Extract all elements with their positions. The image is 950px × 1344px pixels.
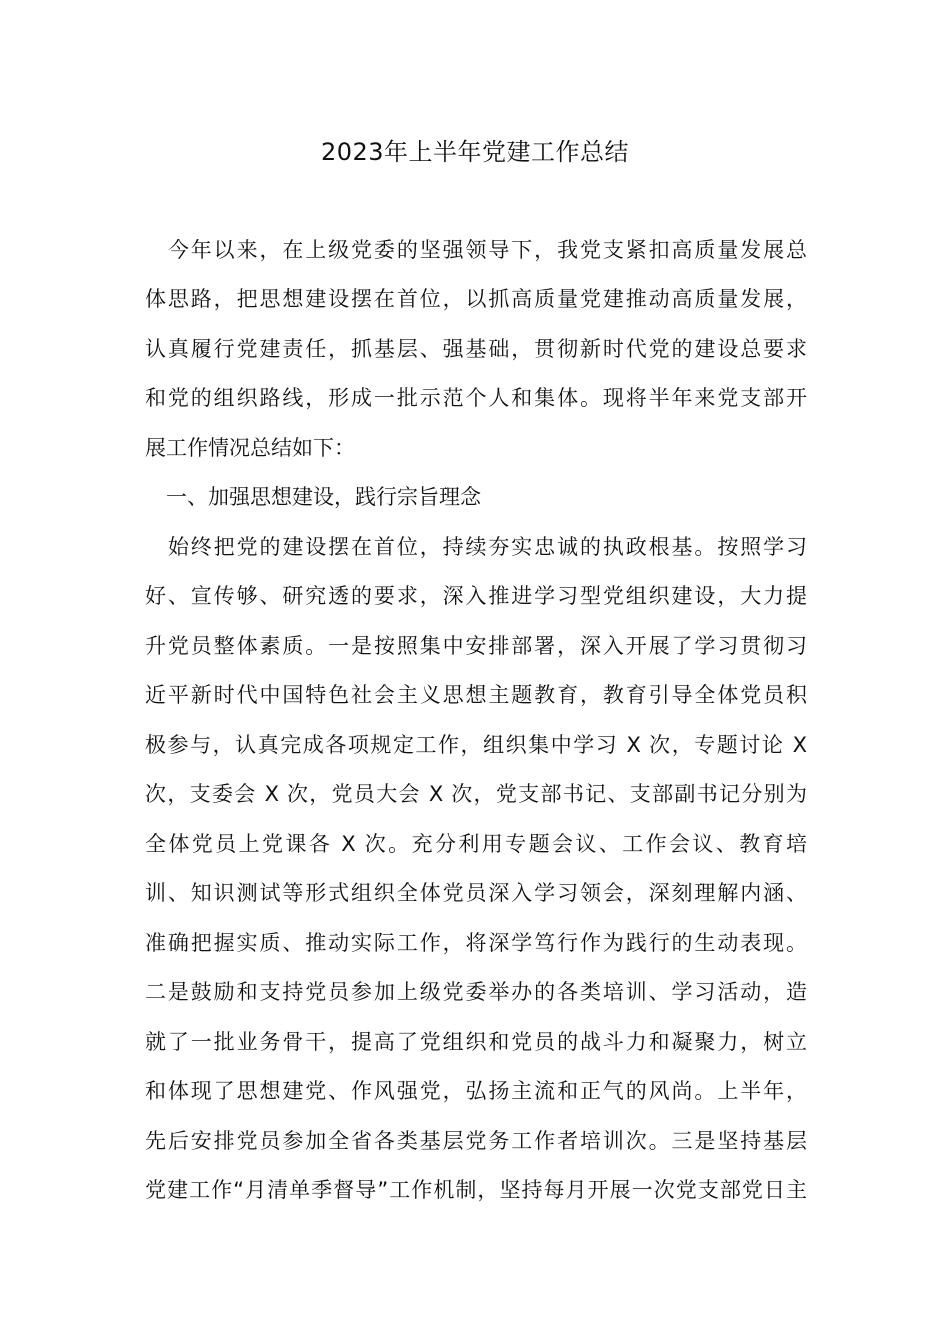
paragraph-line: 就了一批业务骨干，提高了党组织和党员的战斗力和凝聚力，树立 — [145, 1030, 807, 1054]
paragraph-line: 和体现了思想建党、作风强党，弘扬主流和正气的风尚。上半年， — [145, 1079, 807, 1103]
paragraph-line: 近平新时代中国特色社会主义思想主题教育，教育引导全体党员积 — [145, 683, 807, 707]
paragraph-line: 升党员整体素质。一是按照集中安排部署，深入开展了学习贯彻习 — [145, 634, 807, 658]
paragraph-line: 体思路，把思想建设摆在首位，以抓高质量党建推动高质量发展， — [145, 287, 807, 311]
paragraph-line: 极参与，认真完成各项规定工作，组织集中学习 X 次，专题讨论 X — [145, 733, 807, 757]
document-title: 2023年上半年党建工作总结 — [320, 138, 630, 166]
section-heading: 一、加强思想建设，践行宗旨理念 — [145, 485, 481, 509]
paragraph-line: 好、宣传够、研究透的要求，深入推进学习型党组织建设，大力提 — [145, 584, 807, 608]
paragraph-line: 二是鼓励和支持党员参加上级党委举办的各类培训、学习活动，造 — [145, 980, 807, 1004]
paragraph-line: 和党的组织路线，形成一批示范个人和集体。现将半年来党支部开 — [145, 386, 807, 410]
paragraph-line: 全体党员上党课各 X 次。充分利用专题会议、工作会议、教育培 — [145, 832, 807, 856]
paragraph-line: 次，支委会 X 次，党员大会 X 次，党支部书记、支部副书记分别为 — [145, 782, 807, 806]
paragraph-line: 训、知识测试等形式组织全体党员深入学习领会，深刻理解内涵、 — [145, 881, 807, 905]
paragraph-line: 展工作情况总结如下： — [145, 436, 355, 460]
paragraph-line: 先后安排党员参加全省各类基层党务工作者培训次。三是坚持基层 — [145, 1129, 807, 1153]
paragraph-line: 认真履行党建责任，抓基层、强基础，贯彻新时代党的建设总要求 — [145, 337, 807, 361]
paragraph-line: 党建工作“月清单季督导”工作机制，坚持每月开展一次党支部党日主 — [145, 1178, 807, 1202]
paragraph-line: 准确把握实质、推动实际工作，将深学笃行作为践行的生动表现。 — [145, 931, 807, 955]
paragraph-line: 始终把党的建设摆在首位，持续夯实忠诚的执政根基。按照学习 — [145, 535, 807, 559]
paragraph-line: 今年以来，在上级党委的坚强领导下，我党支紧扣高质量发展总 — [145, 238, 807, 262]
